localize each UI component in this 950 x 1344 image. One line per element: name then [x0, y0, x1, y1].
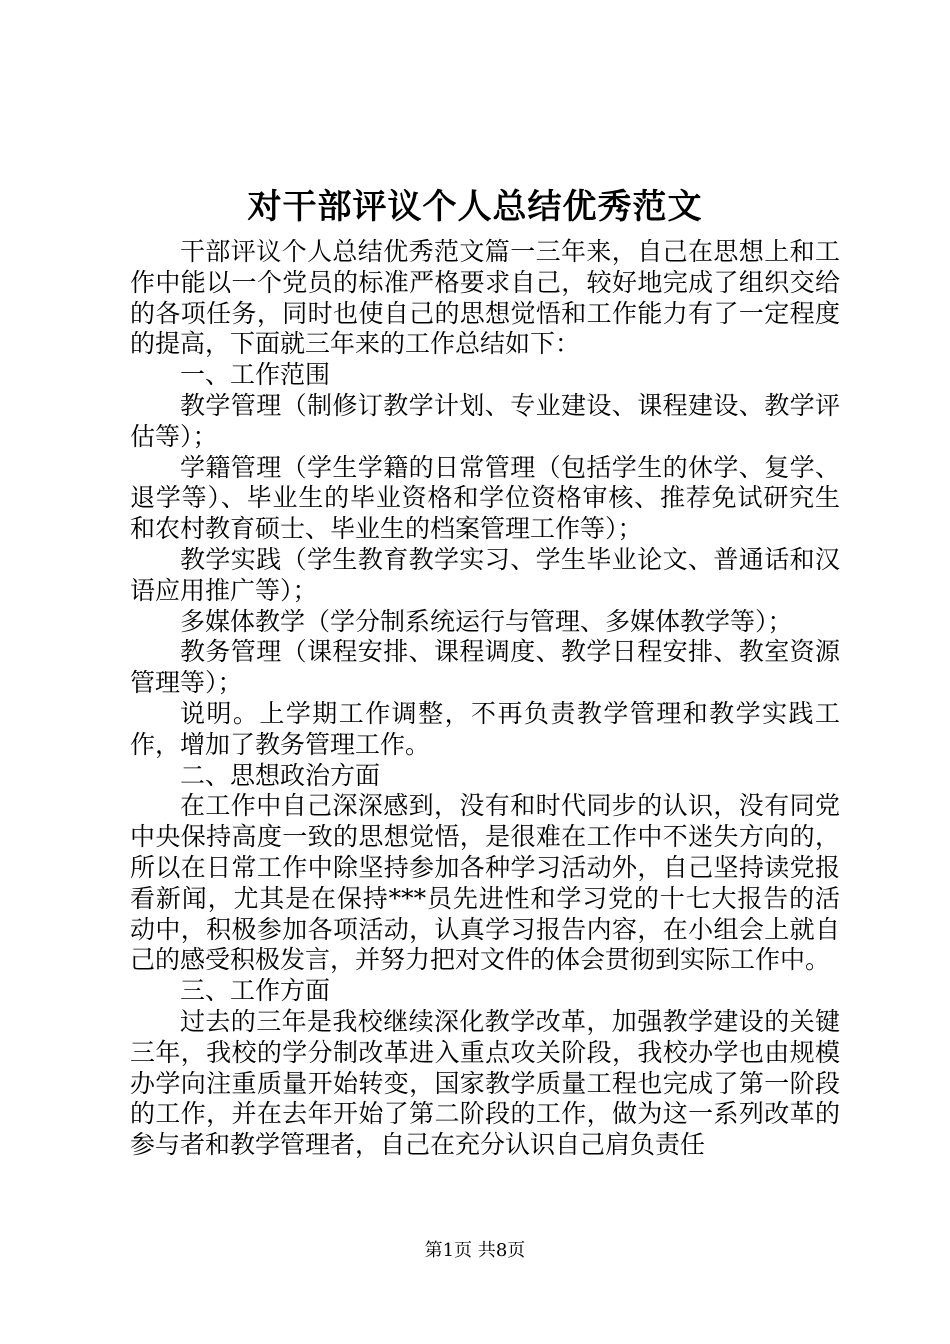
paragraph-note: 说明。上学期工作调整，不再负责教学管理和教学实践工作，增加了教务管理工作。 [130, 698, 840, 759]
paragraph-student-records: 学籍管理（学生学籍的日常管理（包括学生的休学、复学、退学等）、毕业生的毕业资格和学位资格审核、推荐免试研究生和农村教育硕士、毕业生的档案管理工作等）； [130, 452, 840, 544]
paragraph-multimedia: 多媒体教学（学分制系统运行与管理、多媒体教学等）； [180, 606, 793, 636]
paragraph-work: 过去的三年是我校继续深化教学改革，加强教学建设的关键三年，我校的学分制改革进入重点攻关阶段，我校办学也由规模办学向注重质量开始转变，国家教学质量工程也完成了第一阶段的工作，并在去年开始了第二阶段的工作，做为这一系列改革的参与者和教学管理者，自己在充分认识自己肩负责任 [130, 1006, 840, 1160]
heading-work: 三、工作方面 [180, 976, 331, 1006]
heading-ideology: 二、思想政治方面 [180, 760, 381, 790]
paragraph-teaching-practice: 教学实践（学生教育教学实习、学生毕业论文、普通话和汉语应用推广等）； [130, 544, 840, 605]
document-body [130, 237, 840, 1161]
paragraph-teaching-management: 教学管理（制修订教学计划、专业建设、课程建设、教学评估等）； [130, 390, 840, 451]
page-footer: 第1页 共8页 [424, 1240, 526, 1261]
paragraph-ideology: 在工作中自己深深感到，没有和时代同步的认识，没有同党中央保持高度一致的思想觉悟，是很难在工作中不迷失方向的，所以在日常工作中除坚持参加各种学习活动外，自己坚持读党报看新闻，尤其是在保持***员先进性和学习党的十七大报告的活动中，积极参加各项活动，认真学习报告内容，在小组会上就自己的感受积极发言，并努力把对文件的体会贯彻到实际工作中。 [130, 791, 840, 975]
paragraph-academic-affairs: 教务管理（课程安排、课程调度、教学日程安排、教室资源管理等）； [130, 637, 840, 698]
paragraph-intro: 干部评议个人总结优秀范文篇一三年来，自己在思想上和工作中能以一个党员的标准严格要求自己，较好地完成了组织交给的各项任务，同时也使自己的思想觉悟和工作能力有了一定程度的提高，下面就三年来的工作总结如下： [130, 237, 840, 359]
document-title: 对干部评议个人总结优秀范文 [247, 187, 703, 227]
heading-work-scope: 一、工作范围 [180, 360, 331, 390]
